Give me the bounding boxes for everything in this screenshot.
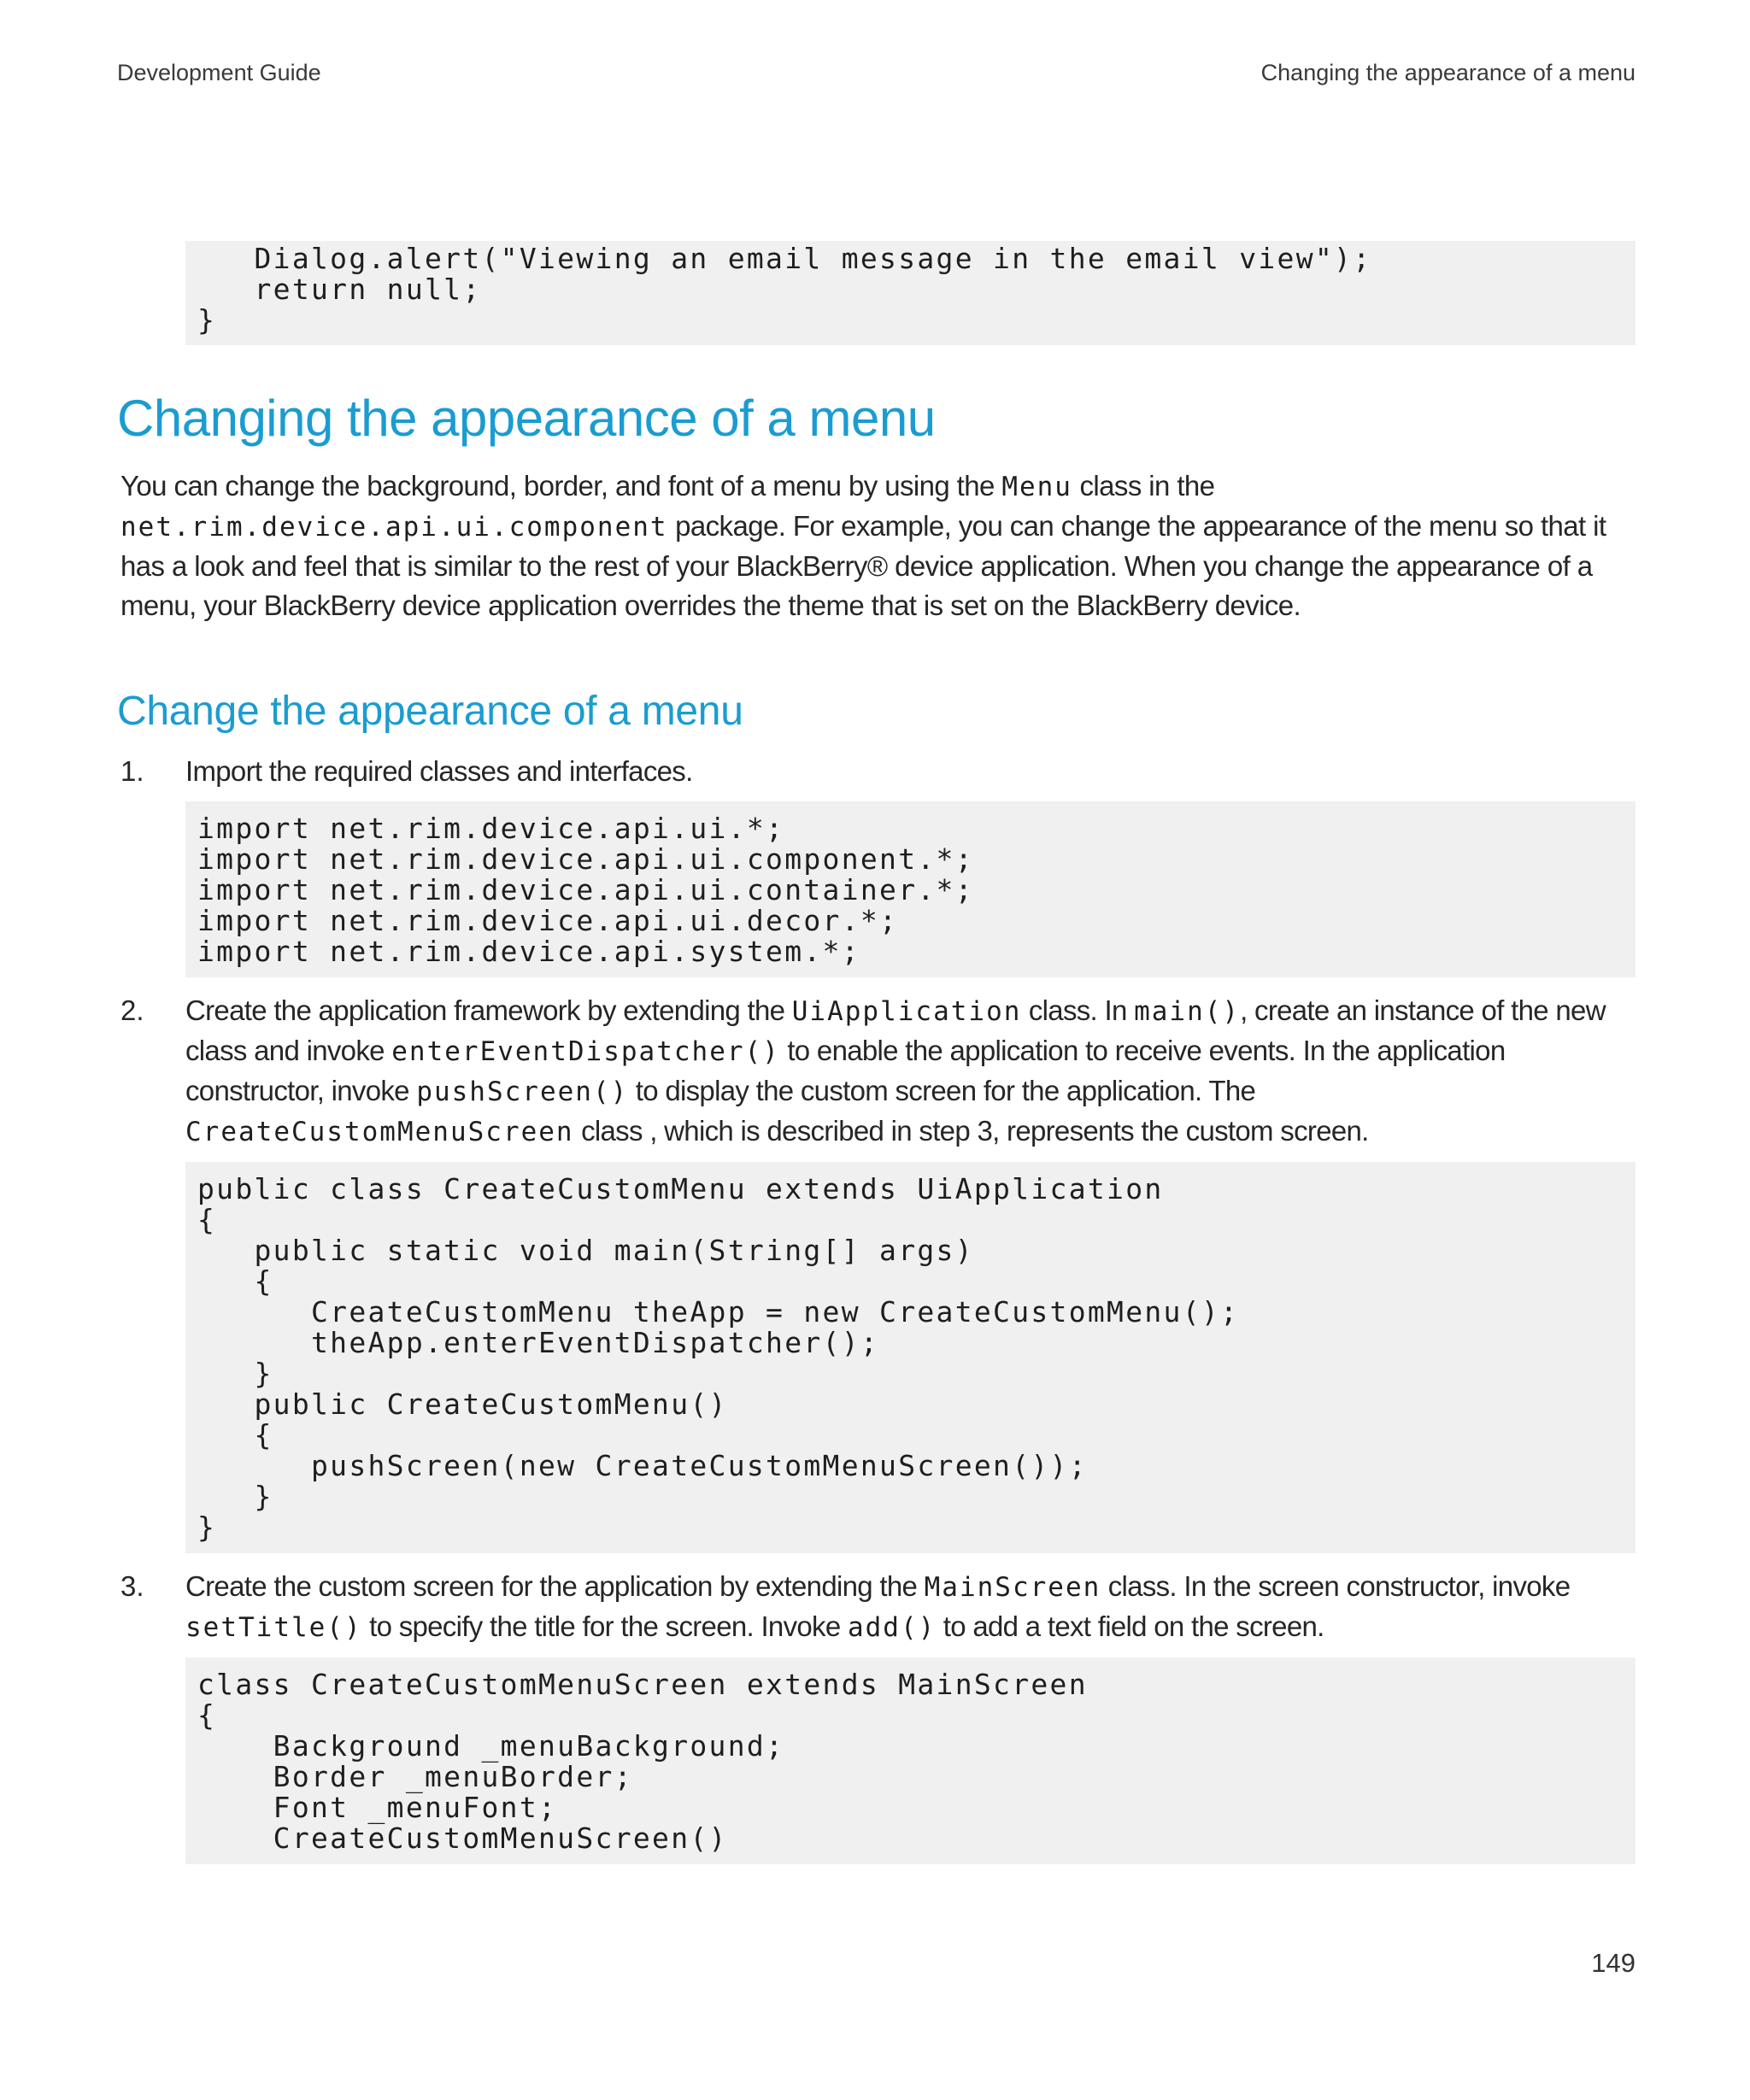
text-run: , create an instance of the new class and invoke — [185, 994, 1606, 1066]
step-3 — [117, 1567, 1635, 1864]
step-text — [185, 991, 1635, 1152]
section-title: Changing the appearance of a menu — [117, 390, 936, 447]
text-run: Create the application framework by extending the — [185, 994, 792, 1026]
page-number: 149 — [1591, 1948, 1635, 1978]
step-text — [185, 1567, 1635, 1647]
text-run: to add a text field on the screen. — [936, 1610, 1324, 1642]
text-run: Create the custom screen for the application by extending the — [185, 1570, 925, 1602]
inline-code: CreateCustomMenuScreen — [185, 1117, 574, 1147]
inline-code: UiApplication — [791, 996, 1022, 1027]
inline-code: MainScreen — [924, 1572, 1101, 1603]
inline-code: pushScreen() — [416, 1076, 629, 1107]
inline-code: main() — [1134, 996, 1241, 1027]
code-block-continued: Dialog.alert("Viewing an email message in the email view"); return null; } — [185, 241, 1635, 345]
inline-code: add() — [847, 1612, 937, 1643]
page-content — [117, 241, 1635, 1878]
text-run: Import the required classes and interfaces. — [185, 755, 693, 787]
text-run: class. In — [1021, 994, 1135, 1026]
text-run: You can change the background, border, and font of a menu by using the — [120, 470, 1002, 502]
step-number: 2. — [120, 994, 144, 1026]
inline-code: net.rim.device.api.ui.component — [120, 512, 668, 543]
text-run: class. In the screen constructor, invoke — [1101, 1570, 1571, 1602]
text-run: package. For example, you can change the appearance of the menu so that it has a look and feel that is similar to the rest of your BlackBerry® device application. When you change the appearance of a menu, your BlackBerry device application overrides the theme that is set on the BlackBerry device. — [120, 510, 1606, 621]
running-header — [117, 60, 1635, 94]
code-block-application: public class CreateCustomMenu extends UiApplication { public static void main(String[] args) { CreateCustomMenu theApp = new CreateCustomMenu(); theApp.enterEventDispatcher(); } public CreateCustomMenu() { pushScreen(new CreateCustomMenuScreen()); } } — [185, 1162, 1635, 1553]
step-number: 3. — [120, 1570, 144, 1602]
step-number: 1. — [120, 755, 144, 787]
text-run: class in the — [1072, 470, 1215, 502]
inline-code: setTitle() — [185, 1612, 362, 1643]
header-guide-title: Development Guide — [117, 60, 321, 85]
section-intro-paragraph — [120, 466, 1635, 625]
text-run: class , which is described in step 3, represents the custom screen. — [573, 1115, 1369, 1147]
code-block-imports: import net.rim.device.api.ui.*; import net.rim.device.api.ui.component.*; import net.rim.device.api.ui.container.*; import net.rim.device.api.ui.decor.*; import net.rim.device.api.system.*; — [185, 801, 1635, 977]
step-2 — [117, 991, 1635, 1553]
inline-code: enterEventDispatcher() — [391, 1036, 780, 1067]
subsection-title: Change the appearance of a menu — [117, 689, 743, 734]
text-run: to display the custom screen for the application. The — [628, 1075, 1256, 1106]
inline-code: Menu — [1001, 472, 1072, 502]
text-run: to specify the title for the screen. Invoke — [361, 1610, 848, 1642]
text-run: to enable the application to receive events. In the application constructor, invoke — [185, 1035, 1506, 1106]
code-block-screen: class CreateCustomMenuScreen extends MainScreen { Background _menuBackground; Border _menuBorder; Font _menuFont; CreateCustomMenuScreen() — [185, 1657, 1635, 1864]
steps-list — [117, 752, 1635, 1864]
step-1 — [117, 752, 1635, 977]
step-text — [185, 752, 1635, 791]
header-section-title: Changing the appearance of a menu — [1260, 60, 1635, 85]
